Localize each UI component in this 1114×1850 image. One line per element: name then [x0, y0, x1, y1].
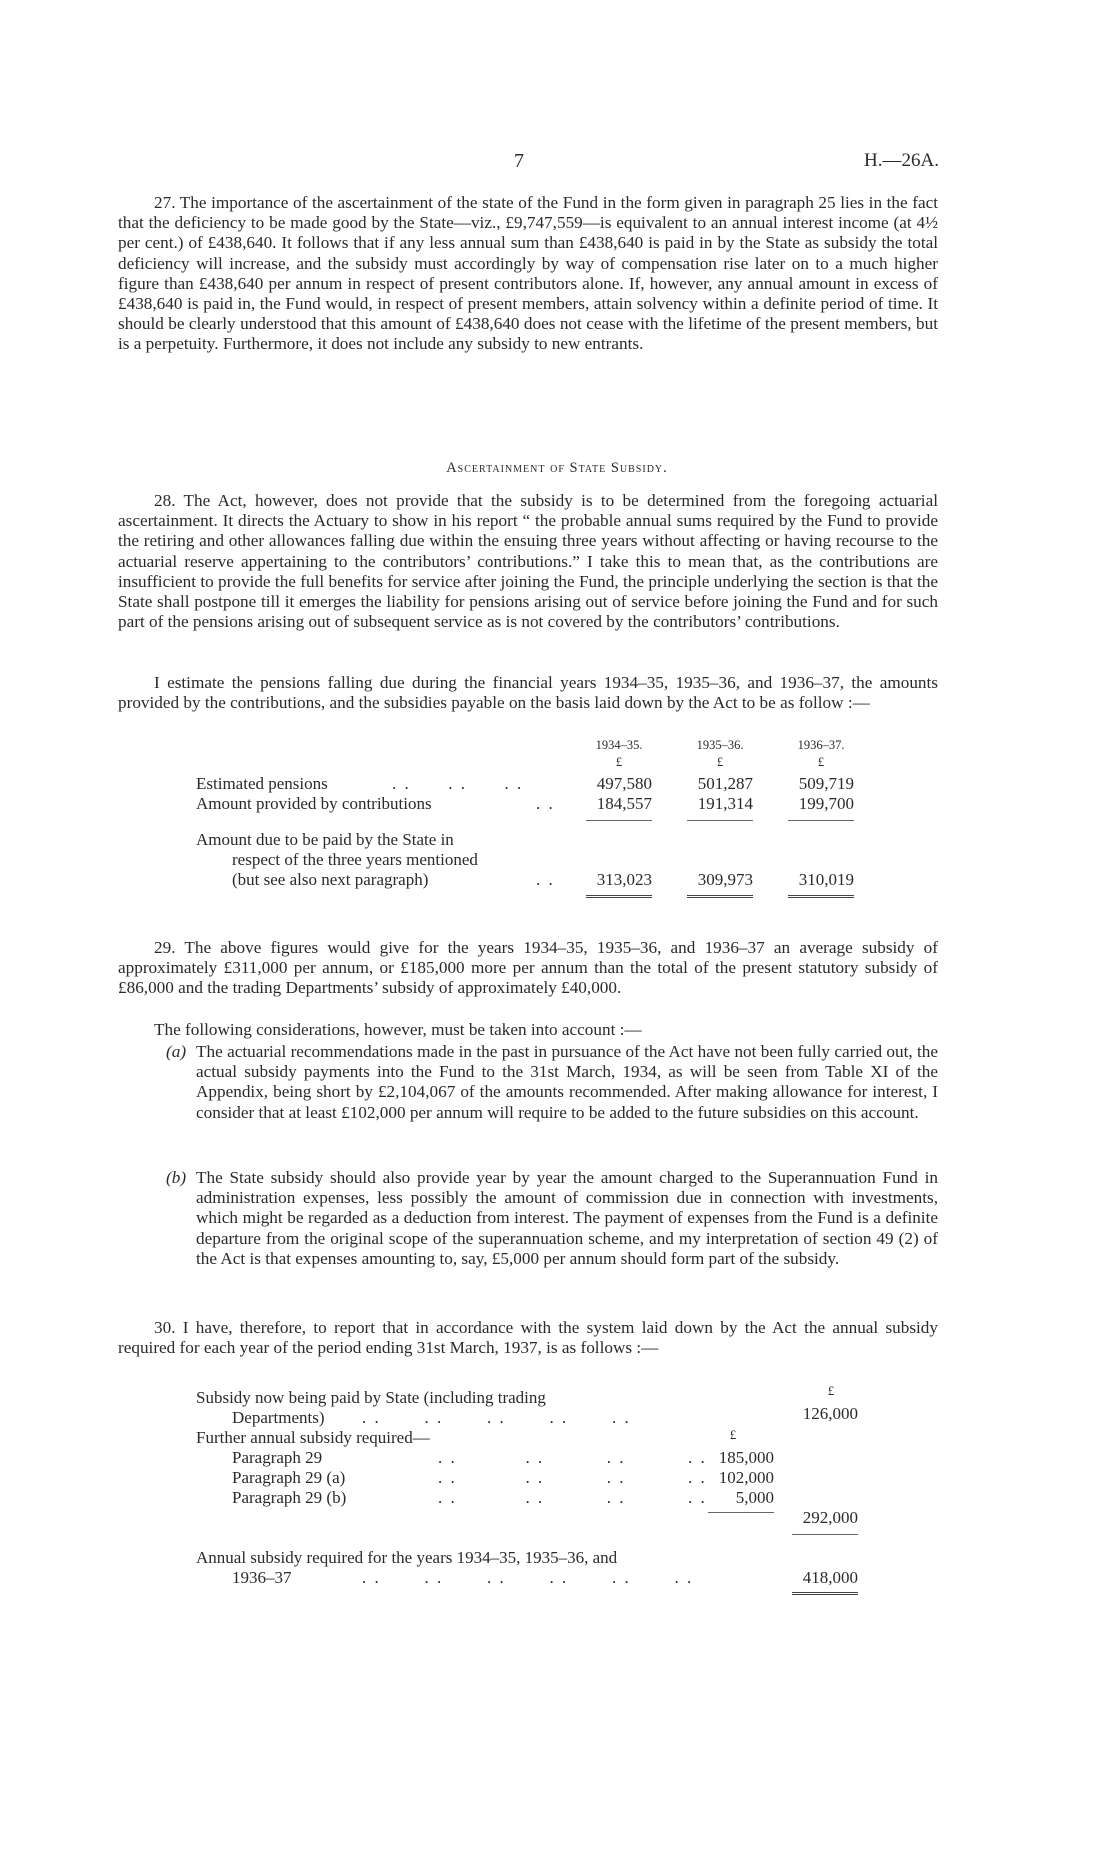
paragraph-28: 28. The Act, however, does not provide that the subsidy is to be determined from the foregoing actuarial ascertainment. It directs the Actuary to show in his report “ the probable annual sums required by the Fund to provide the retiring and other allowances falling due within the ensuing three years without affecting or having recourse to the actuarial reserve appertaining to the contributors’ contributions.” I take this to mean that, as the contributions are insufficient to provide the full benefits for service after joining the Fund, the principle underlying the section is that the State shall postpone till it emerges the liability for pensions arising out of service before joining the Fund and for such part of the pensions arising out of subsequent service as is not covered by the contributors’ contributions.: [118, 491, 938, 632]
paragraph-30: 30. I have, therefore, to report that in accordance with the system laid down by the Act the annual subsidy required for each year of the period ending 31st March, 1937, is as follows :—: [118, 1318, 938, 1358]
row-label: Departments): [232, 1408, 325, 1427]
total-cell: 418,000: [802, 1568, 858, 1587]
table-cell: 509,719: [798, 774, 854, 793]
list-marker: (a): [166, 1042, 187, 1061]
subtotal-rule: [792, 1534, 858, 1535]
column-unit: £: [615, 755, 623, 769]
total-rule: [687, 895, 753, 898]
total-label: (but see also next paragraph): [232, 870, 429, 889]
column-unit: £: [729, 1428, 737, 1442]
total-rule: [792, 1592, 858, 1595]
table-cell: 184,557: [596, 794, 652, 813]
row-label: Amount provided by contributions: [196, 794, 432, 813]
paragraph-29: 29. The above figures would give for the years 1934–35, 1935–36, and 1936–37 an average subsidy of approximately £311,000 per annum, or £185,000 more per annum than the total of the present statutory subsidy of £86,000 and the trading Departments’ subsidy of approximately £40,000.: [118, 938, 938, 998]
leader-dots: . . . . . . . .: [438, 1468, 707, 1487]
row-label: Paragraph 29 (a): [232, 1468, 346, 1487]
table-cell: 497,580: [596, 774, 652, 793]
list-item-text: The actuarial recommendations made in the past in pursuance of the Act have not been fully carried out, the actual subsidy payments into the Fund to the 31st March, 1934, as will be seen from Table XI of the Appendix, being short by £2,104,067 of the amounts recommended. After making allowance for interest, I consider that at least £102,000 per annum will require to be added to the future subsidies on this account.: [196, 1042, 938, 1122]
subtotal-rule: [788, 820, 854, 821]
table-cell: 126,000: [802, 1404, 858, 1423]
leader-dots: . . . . . . . .: [438, 1448, 707, 1467]
row-label: Paragraph 29 (b): [232, 1488, 347, 1507]
row-label: Subsidy now being paid by State (including trading: [196, 1388, 546, 1407]
column-unit: £: [716, 755, 724, 769]
page-number: 7: [514, 150, 524, 172]
table-cell: 501,287: [697, 774, 753, 793]
total-label: respect of the three years mentioned: [232, 850, 478, 869]
leader-dots: . . . . . . . .: [438, 1488, 707, 1507]
list-item-a: [166, 1042, 938, 1123]
leader-dots: . .: [536, 870, 555, 889]
table-cell: 5,000: [735, 1488, 774, 1507]
table-cell: 191,314: [697, 794, 753, 813]
row-label: Paragraph 29: [232, 1448, 323, 1467]
paragraph-28-estimate: I estimate the pensions falling due during the financial years 1934–35, 1935–36, and 1936–37, the amounts provided by the contributions, and the subsidies payable on the basis laid down by the Act to be as follow :—: [118, 673, 938, 713]
leader-dots: . . . . . . . . . . . .: [362, 1568, 694, 1587]
total-cell: 309,973: [697, 870, 753, 889]
total-cell: 310,019: [798, 870, 854, 889]
list-item-b: [166, 1168, 938, 1269]
total-cell: 313,023: [596, 870, 652, 889]
table-cell: 199,700: [798, 794, 854, 813]
total-label: 1936–37: [232, 1568, 292, 1587]
column-header-1934: 1934–35.: [595, 738, 643, 752]
section-heading: Ascertainment of State Subsidy.: [446, 460, 668, 476]
document-reference: H.—26A.: [864, 150, 939, 171]
leader-dots: . . . . . . . . . .: [362, 1408, 631, 1427]
leader-dots: . .: [536, 794, 555, 813]
paragraph-29-considerations: The following considerations, however, must be taken into account :—: [154, 1020, 642, 1039]
subtotal-rule: [687, 820, 753, 821]
total-label: Annual subsidy required for the years 1934–35, 1935–36, and: [196, 1548, 618, 1567]
table-cell: 185,000: [718, 1448, 774, 1467]
subtotal-cell: 292,000: [802, 1508, 858, 1527]
total-rule: [586, 895, 652, 898]
total-rule: [788, 895, 854, 898]
further-label: Further annual subsidy required—: [196, 1428, 430, 1447]
column-unit: £: [817, 755, 825, 769]
list-marker: (b): [166, 1168, 187, 1187]
leader-dots: . . . . . .: [392, 774, 524, 793]
column-header-1935: 1935–36.: [696, 738, 744, 752]
subtotal-rule: [586, 820, 652, 821]
subtotal-rule: [708, 1512, 774, 1513]
paragraph-27: 27. The importance of the ascertainment of the state of the Fund in the form given in paragraph 25 lies in the fact that the deficiency to be made good by the State—viz., £9,747,559—is equivalent to an annual interest income (at 4½ per cent.) of £438,640. It follows that if any less annual sum than £438,640 is paid in by the State as subsidy the total deficiency will increase, and the subsidy must accordingly by way of compensation rise later on to a much higher figure than £438,640 per annum in respect of present contributors alone. If, however, any annual amount in excess of £438,640 is paid in, the Fund would, in respect of present members, attain solvency within a definite period of time. It should be clearly understood that this amount of £438,640 does not cease with the lifetime of the present members, but is a perpetuity. Furthermore, it does not include any subsidy to new entrants.: [118, 193, 938, 354]
total-label: Amount due to be paid by the State in: [196, 830, 454, 849]
column-unit: £: [827, 1384, 835, 1398]
row-label: Estimated pensions: [196, 774, 328, 793]
table-cell: 102,000: [718, 1468, 774, 1487]
column-header-1936: 1936–37.: [797, 738, 845, 752]
list-item-text: The State subsidy should also provide year by year the amount charged to the Superannuation Fund in administration expenses, less possibly the amount of commission due in connection with investments, which might be regarded as a deduction from interest. The payment of expenses from the Fund is a definite departure from the original scope of the superannuation scheme, and my interpretation of section 49 (2) of the Act is that expenses amounting to, say, £5,000 per annum should form part of the subsidy.: [196, 1168, 938, 1268]
